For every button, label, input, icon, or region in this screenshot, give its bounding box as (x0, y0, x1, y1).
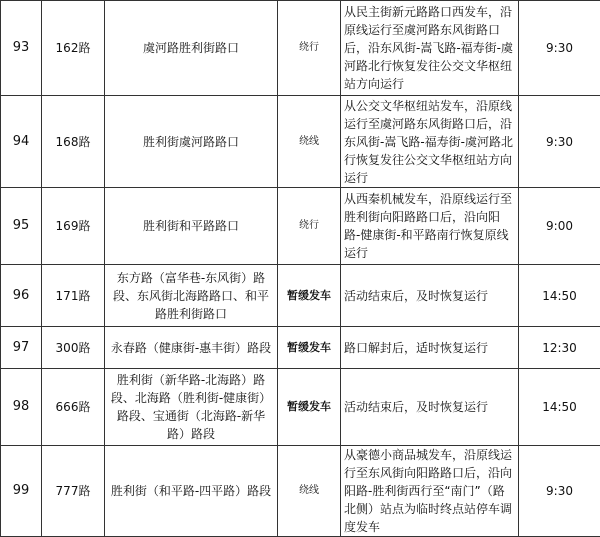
adjustment-description: 路口解封后，适时恢复运行 (341, 327, 519, 369)
route-name: 300路 (42, 327, 105, 369)
start-time: 9:30 (519, 446, 600, 537)
row-number: 97 (1, 327, 42, 369)
table-row (1, 188, 600, 265)
affected-location: 胜利街虞河路路口 (105, 96, 278, 188)
table-row (1, 446, 600, 537)
row-number: 96 (1, 265, 42, 327)
start-time: 9:30 (519, 96, 600, 188)
start-time: 12:30 (519, 327, 600, 369)
table-row (1, 96, 600, 188)
adjustment-description: 从民主街新元路路口西发车，沿原线运行至虞河路东风街路口后，沿东风街-嵩飞路-福寿街-虞河路北行恢复发往公交文华枢纽站方向运行 (341, 1, 519, 96)
route-name: 162路 (42, 1, 105, 96)
adjustment-description: 活动结束后，及时恢复运行 (341, 265, 519, 327)
table-row (1, 1, 600, 96)
route-name: 777路 (42, 446, 105, 537)
adjustment-type: 暂缓发车 (278, 369, 341, 446)
affected-location: 永春路（健康街-惠丰街）路段 (105, 327, 278, 369)
table-row (1, 327, 600, 369)
adjustment-description: 活动结束后，及时恢复运行 (341, 369, 519, 446)
row-number: 98 (1, 369, 42, 446)
row-number: 94 (1, 96, 42, 188)
row-number: 95 (1, 188, 42, 265)
adjustment-type: 绕线 (278, 96, 341, 188)
affected-location: 东方路（富华巷-东风街）路段、东风街北海路路口、和平路胜利街路口 (105, 265, 278, 327)
row-number: 93 (1, 1, 42, 96)
adjustment-type: 绕线 (278, 446, 341, 537)
adjustment-description: 从豪德小商品城发车，沿原线运行至东风街向阳路路口后，沿向阳路-胜利街西行至“南门”（路北侧）站点为临时终点站停车调度发车 (341, 446, 519, 537)
table-row (1, 369, 600, 446)
table-row (1, 265, 600, 327)
start-time: 9:00 (519, 188, 600, 265)
adjustment-type: 绕行 (278, 1, 341, 96)
start-time: 14:50 (519, 265, 600, 327)
affected-location: 虞河路胜利街路口 (105, 1, 278, 96)
adjustment-type: 暂缓发车 (278, 327, 341, 369)
adjustment-description: 从西秦机械发车，沿原线运行至胜利街向阳路路口后，沿向阳路-健康街-和平路南行恢复原线运行 (341, 188, 519, 265)
affected-location: 胜利街和平路路口 (105, 188, 278, 265)
start-time: 14:50 (519, 369, 600, 446)
start-time: 9:30 (519, 1, 600, 96)
adjustment-type: 绕行 (278, 188, 341, 265)
route-name: 169路 (42, 188, 105, 265)
route-name: 666路 (42, 369, 105, 446)
affected-location: 胜利街（和平路-四平路）路段 (105, 446, 278, 537)
route-name: 168路 (42, 96, 105, 188)
adjustment-type: 暂缓发车 (278, 265, 341, 327)
route-name: 171路 (42, 265, 105, 327)
row-number: 99 (1, 446, 42, 537)
affected-location: 胜利街（新华路-北海路）路段、北海路（胜利街-健康街）路段、宝通街（北海路-新华路）路段 (105, 369, 278, 446)
adjustment-description: 从公交文华枢纽站发车，沿原线运行至虞河路东风街路口后，沿东风街-嵩飞路-福寿街-虞河路北行恢复发往公交文华枢纽站方向运行 (341, 96, 519, 188)
